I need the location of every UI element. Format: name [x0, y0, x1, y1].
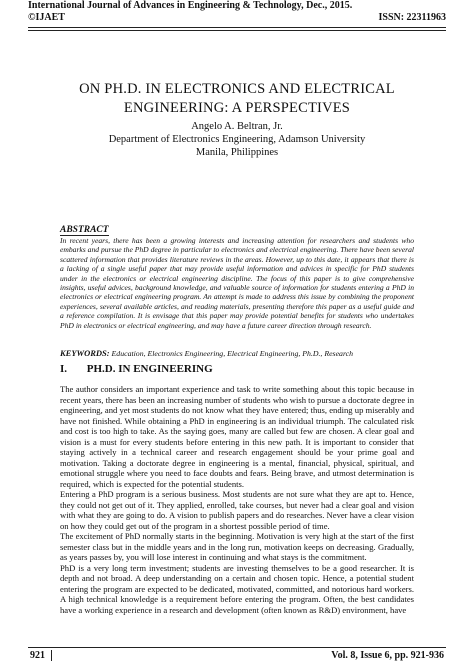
keywords-text: Education, Electronics Engineering, Electrical Engineering, Ph.D., Research: [111, 349, 354, 358]
page-number: 921: [30, 650, 52, 661]
body-paragraph-2: Entering a PhD program is a serious business. Most students are not sure what they are apt to. Hence, they could not get out of it. They applied, enrolled, take courses, but never had a clear goal and vision with what they are going to do. A vision to publish papers and do researches. Never have a clear vision on how they could get out of the program in a shortest possible period of time.: [60, 489, 414, 531]
body-text: [60, 384, 414, 615]
body-paragraph-4: PhD is a very long term investment; students are investing themselves to be a good researcher. It is depth and not broad. A deep understanding on a certain and chosen topic. Hence, a potential student entering the program are expected to be dedicated, motivated, committed, and notorious hard workers. A high technical knowledge is a requirement before entering the program. Often, the best candidates have a working experience in a research and development (often known as R&D) environment, have: [60, 562, 414, 615]
journal-title: International Journal of Advances in Engineering & Technology, Dec., 2015.: [28, 0, 353, 11]
title-line-2: ENGINEERING: A PERSPECTIVES: [123, 100, 351, 116]
header-divider: [28, 27, 446, 31]
copyright-label: ©IJAET: [28, 12, 65, 23]
section-title: PH.D. IN ENGINEERING: [86, 363, 213, 375]
body-paragraph-3: The excitement of PhD normally starts in the beginning. Motivation is very high at the start of the first semester class but in the middle years and in the long run, motivation keeps on decreasing. Gradually, as years passes by, you will lose interest in continuing and what stays is the commitment.: [60, 531, 414, 562]
section-number: I.: [60, 363, 68, 375]
title-line-1: ON PH.D. IN ELECTRONICS AND ELECTRICAL: [79, 81, 395, 97]
section-heading: [60, 363, 213, 375]
keywords-line: [60, 348, 414, 358]
author-department: Department of Electronics Engineering, Adamson University: [108, 134, 366, 145]
journal-header: [28, 0, 446, 24]
abstract-heading: ABSTRACT: [60, 225, 109, 235]
page-footer: [30, 650, 444, 661]
issn-label: ISSN: 22311963: [378, 12, 446, 23]
footer-divider: [28, 647, 446, 648]
volume-info: Vol. 8, Issue 6, pp. 921-936: [331, 650, 444, 661]
author-block: [30, 120, 444, 159]
body-paragraph-1: The author considers an important experience and task to write something about this topic because in recent years, there has been an increasing number of students who wish to pursue a doctorate degree in engineering, and yet most students do not know what they have entered; thus, ending up miserably and have not finished. While obtaining a PhD in engineering is an individual triumph. The calculated risk and cost is too high to take. As the saying goes, many are called but few are chosen. A clear goal and vision is a must for every students before entering in this new path. It is important to consider that staying actively in a technical career and research engagement should be your prime goal and motivation. Taking a doctorate degree in engineering is a mental, financial, physical, spiritual, and emotional struggle where you need to face doubts and fears. Being brave, and utmost determination is required, which is expected for the potential students.: [60, 384, 414, 489]
abstract-text: In recent years, there has been a growing interests and increasing attention for researchers and students who embarks and pursue the PhD degree in particular to electronics and electrical engineering. There have been several scattered information that provides literature reviews in the areas. However, up to this date, it appears that there is a lacking of a single useful paper that may provide useful information and advices in specific for PhD students under in the electronics or electrical engineering discipline. The focus of this paper is to give comprehensive insights, useful advices, background knowledge, and valuable source of information for students entering a PhD in electronics or electrical engineering program. An attempt is made to address this issue by combining the proponent experiences, several available articles, and reading materials, presenting therefore this paper as a useful guide and a reference compilation. It is envisage that this paper may provide potential benefits for students who undertakes PhD in electronics or electrical engineering, and may have a future career direction through research.: [60, 236, 414, 330]
paper-title: [30, 80, 444, 118]
author-location: Manila, Philippines: [195, 147, 279, 158]
keywords-label: KEYWORDS:: [60, 348, 110, 358]
author-name: Angelo A. Beltran, Jr.: [191, 121, 283, 132]
